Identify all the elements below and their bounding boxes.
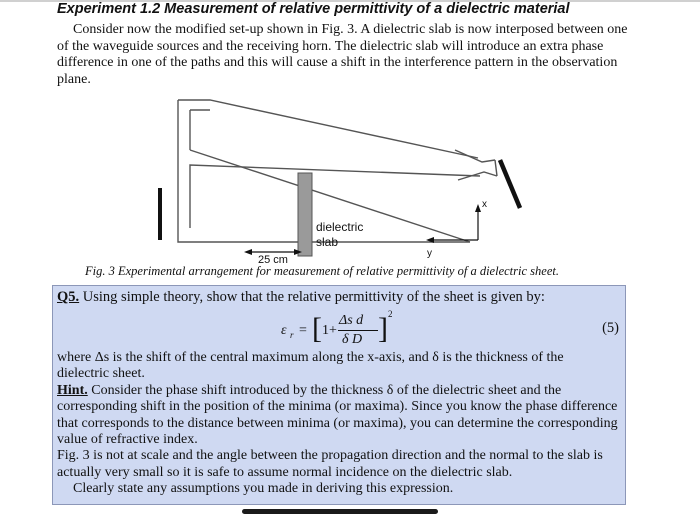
- where-text: where Δs is the shift of the central maximum along the x-axis, and δ is the thickness of the dielectric sheet.: [57, 350, 564, 382]
- scroll-indicator[interactable]: [242, 509, 438, 514]
- hint-text: Consider the phase shift introduced by the thickness δ of the dielectric sheet and the corresponding shift in the position of the minima (or maxima). Since you know the phase difference that corresponds to the distance between minima (or maxima), you can determine the corresponding value of refractive index.: [57, 382, 618, 448]
- intro-text: Consider now the modified set-up shown in Fig. 3. A dielectric slab is now interposed between one of the waveguide sources and the receiving horn. The dielectric slab will introduce an extra phase difference in one of the paths and this will cause a shift in the interference pattern in the observation plane.: [57, 22, 628, 87]
- figure-caption: Fig. 3 Experimental arrangement for measurement of relative permittivity of a dielectric sheet.: [85, 264, 559, 278]
- eq-fraction-bar: [338, 330, 378, 331]
- waveguide-upper-outer: [178, 100, 478, 158]
- receiver-arm: [500, 160, 520, 208]
- y-axis-label: y: [427, 248, 432, 259]
- permittivity-equation: [281, 311, 431, 349]
- hint-paragraph: [57, 383, 619, 449]
- slab-label-line1: dielectric: [316, 220, 364, 234]
- eq-denominator: δ D: [342, 332, 363, 347]
- eq-exponent: 2: [388, 309, 393, 319]
- slab-label-line2: slab: [316, 235, 339, 249]
- experiment-title: Experiment 1.2 Measurement of relative permittivity of a dielectric material: [57, 1, 570, 17]
- question-line: [57, 289, 545, 306]
- hint-label: Hint.: [57, 382, 88, 398]
- question-body: [57, 350, 619, 498]
- dielectric-slab: [298, 173, 312, 256]
- distance-label: 25 cm: [258, 254, 288, 266]
- eq-equals: =: [299, 323, 307, 338]
- eq-lhs: ε: [281, 323, 287, 338]
- eq-one-plus: 1+: [322, 323, 337, 338]
- eq-bracket-left: [: [312, 312, 322, 345]
- question-marks: (5): [602, 320, 619, 336]
- eq-bracket-right: ]: [378, 312, 388, 345]
- fig-note: Fig. 3 is not at scale and the angle between the propagation direction and the normal to the slab is actually very small so it is safe to assume normal incidence on the dielectric slab.: [57, 448, 603, 480]
- eq-lhs-sub: r: [290, 330, 294, 340]
- question-box: [52, 285, 626, 505]
- horn-upper: [455, 150, 495, 162]
- horn-mouth: [495, 160, 497, 176]
- eq-numerator: Δs d: [339, 313, 364, 328]
- assumptions-text: Clearly state any assumptions you made in deriving this expression.: [73, 481, 454, 497]
- question-prompt: Using simple theory, show that the relative permittivity of the sheet is given by:: [82, 289, 545, 305]
- question-number: Q5.: [57, 289, 80, 305]
- waveguide-middle: [190, 165, 480, 228]
- x-axis-label: x: [482, 199, 487, 210]
